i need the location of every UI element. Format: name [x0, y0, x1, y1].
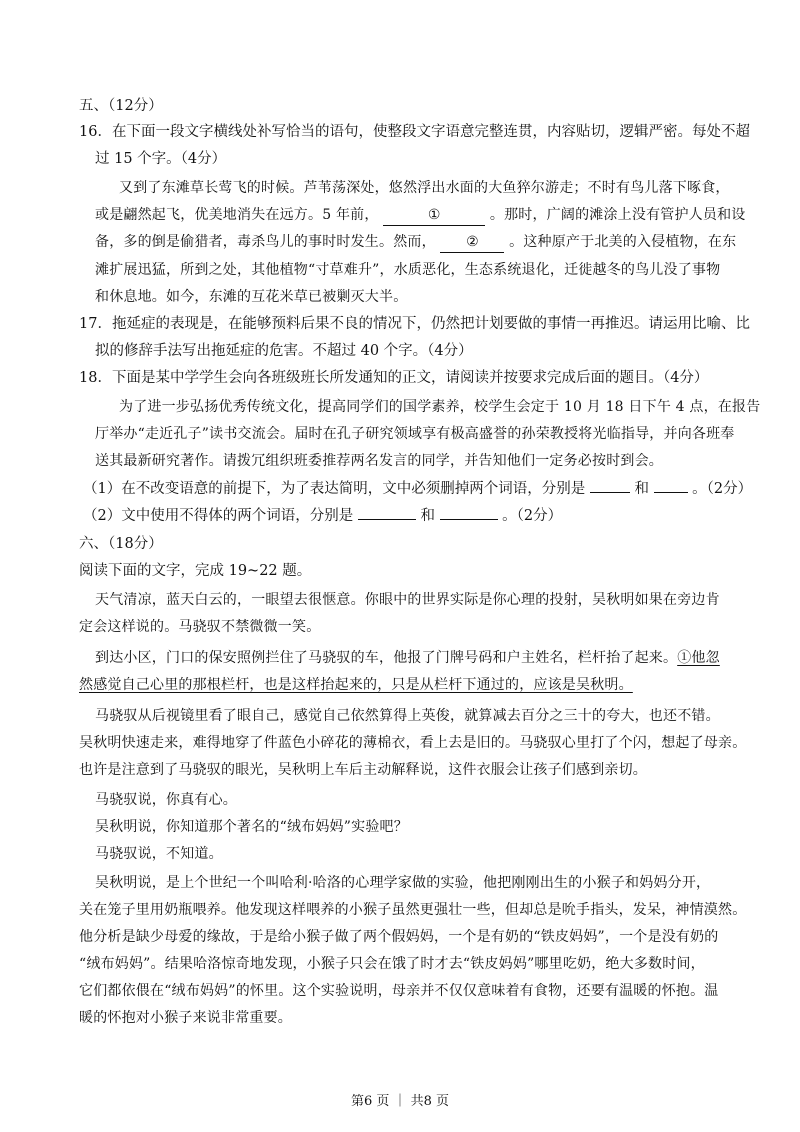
q18-subquestion-2 [83, 506, 562, 526]
story-para3-line2: 吴秋明快速走来，难得地穿了件蓝色小碎花的薄棉衣，看上去是旧的。马骁驭心里打了个闪，想起了母亲。 [79, 735, 747, 751]
story-para5: 吴秋明说，你知道那个著名的“绒布妈妈”实验吧？ [95, 819, 408, 835]
story-text: 到达小区，门口的保安照例拦住了马骁驭的车，他报了门牌号码和户主姓名，栏杆抬了起来。 [95, 650, 678, 666]
story-para1-line1: 天气清凉，蓝天白云的，一眼望去很惬意。你眼中的世界实际是你心理的投射，吴秋明如果在旁边肯 [95, 592, 720, 608]
story-para3-line3: 也许是注意到了马骁驭的眼光，吴秋明上车后主动解释说，这件衣服会让孩子们感到亲切。 [79, 762, 647, 778]
q18-sub2-blank-a[interactable] [358, 519, 416, 520]
q18-notice-line3: 送其最新研究著作。请拨冗组织班委推荐两名发言的同学，并告知他们一定务必按时到会。 [95, 453, 663, 469]
q18-sub1-and: 和 [634, 481, 649, 497]
story-para2-line1 [95, 648, 720, 668]
q16-passage-line5: 和休息地。如今，东滩的互花米草已被剿灭大半。 [95, 289, 408, 305]
story-para7-line2: 关在笼子里用奶瓶喂养。他发现这样喂养的小猴子虽然更强壮一些，但却总是吮手指头，发呆，神情漠然。 [79, 902, 747, 918]
q16-blank-1[interactable]: ① [383, 205, 485, 226]
story-underlined-sentence: ①他忽 [677, 650, 720, 666]
q16-stem-line2: 过 15 个字。（4分） [95, 151, 227, 167]
q16-passage-text: 或是翩然起飞，优美地消失在远方。5 年前， [95, 207, 379, 223]
q18-stem: 18．下面是某中学学生会向各班级班长所发通知的正文，请阅读并按要求完成后面的题目。（4分） [79, 370, 709, 386]
story-para4: 马骁驭说，你真有心。 [95, 792, 237, 808]
q18-sub2-text: （2）文中使用不得体的两个词语，分别是 [83, 508, 354, 524]
story-para3-line1: 马骁驭从后视镜里看了眼自己，感觉自己依然算得上英俊，就算减去百分之三十的夸大，也还不错。 [95, 708, 720, 724]
q18-sub1-score: 。（2分） [692, 481, 753, 497]
page-footer: 第6 页 ｜ 共8 页 [350, 1094, 450, 1109]
q18-notice-line2: 厅举办“走近孔子”读书交流会。届时在孔子研究领域享有极高盛誉的孙荣教授将光临指导，并向各班奉 [95, 426, 735, 442]
q16-passage-line1: 又到了东滩草长莺飞的时候。芦苇荡深处，悠然浮出水面的大鱼猝尔游走；不时有鸟儿落下啄食， [119, 180, 730, 196]
q16-passage-line2 [95, 205, 745, 226]
story-para7-line4: “绒布妈妈”。结果哈洛惊奇地发现，小猴子只会在饿了时才去“铁皮妈妈”哪里吃奶，绝大多数时间， [79, 956, 705, 972]
q18-notice-line1: 为了进一步弘扬优秀传统文化，提高同学们的国学素养，校学生会定于 10 月 18 日下午 4 点，在报告 [119, 399, 761, 415]
q18-sub2-blank-b[interactable] [440, 519, 498, 520]
q16-stem-line1: 16．在下面一段文字横线处补写恰当的语句，使整段文字语意完整连贯，内容贴切，逻辑严密。每处不超 [79, 124, 750, 140]
q16-passage-line3 [95, 232, 736, 253]
q16-passage-text: 。这种原产于北美的入侵植物，在东 [509, 234, 737, 250]
q18-sub1-text: （1）在不改变语意的前提下，为了表达简明，文中必须删掉两个词语，分别是 [83, 481, 586, 497]
q17-stem-line2: 拟的修辞手法写出拖延症的危害。不超过 40 个字。（4分） [95, 343, 473, 359]
q18-sub1-blank-a[interactable] [590, 492, 630, 493]
q16-passage-text: 备，多的倒是偷猎者，毒杀鸟儿的事时时发生。然而， [95, 234, 436, 250]
reading-intro: 阅读下面的文字，完成 19~22 题。 [79, 563, 312, 579]
q16-passage-text: 。那时，广阔的滩涂上没有管护人员和设 [489, 207, 746, 223]
q18-subquestion-1 [83, 479, 752, 499]
q16-passage-line4: 滩扩展迅猛，所到之处，其他植物“寸草难升”，水质恶化，生态系统退化，迁徙越冬的鸟儿没了事物 [95, 262, 721, 278]
q18-sub2-and: 和 [420, 508, 435, 524]
q18-sub1-blank-b[interactable] [654, 492, 688, 493]
story-para7-line6: 暖的怀抱对小猴子来说非常重要。 [79, 1010, 292, 1026]
section-five-heading: 五、（12分） [79, 98, 163, 114]
story-para1-line2: 定会这样说的。马骁驭不禁微微一笑。 [79, 619, 321, 635]
q18-sub2-score: 。（2分） [502, 508, 563, 524]
story-para6: 马骁驭说，不知道。 [95, 846, 223, 862]
story-para7-line1: 吴秋明说，是上个世纪一个叫哈利·哈洛的心理学家做的实验，他把刚刚出生的小猴子和妈妈分开， [95, 875, 711, 891]
section-six-heading: 六、（18分） [79, 536, 163, 552]
q17-stem-line1: 17．拖延症的表现是，在能够预料后果不良的情况下，仍然把计划要做的事情一再推迟。请运用比喻、比 [79, 316, 750, 332]
story-para7-line3: 他分析是缺少母爱的缘故，于是给小猴子做了两个假妈妈，一个是有奶的“铁皮妈妈”，一个是没有奶的 [79, 929, 719, 945]
story-para7-line5: 它们都依偎在“绒布妈妈”的怀里。这个实验说明，母亲并不仅仅意味着有食物，还要有温暖的怀抱。温 [79, 983, 719, 999]
story-para2-line2-underlined: 然感觉自己心里的那根栏杆，也是这样抬起来的，只是从栏杆下通过的，应该是吴秋明。 [79, 677, 633, 693]
q16-blank-2[interactable]: ② [440, 232, 504, 253]
